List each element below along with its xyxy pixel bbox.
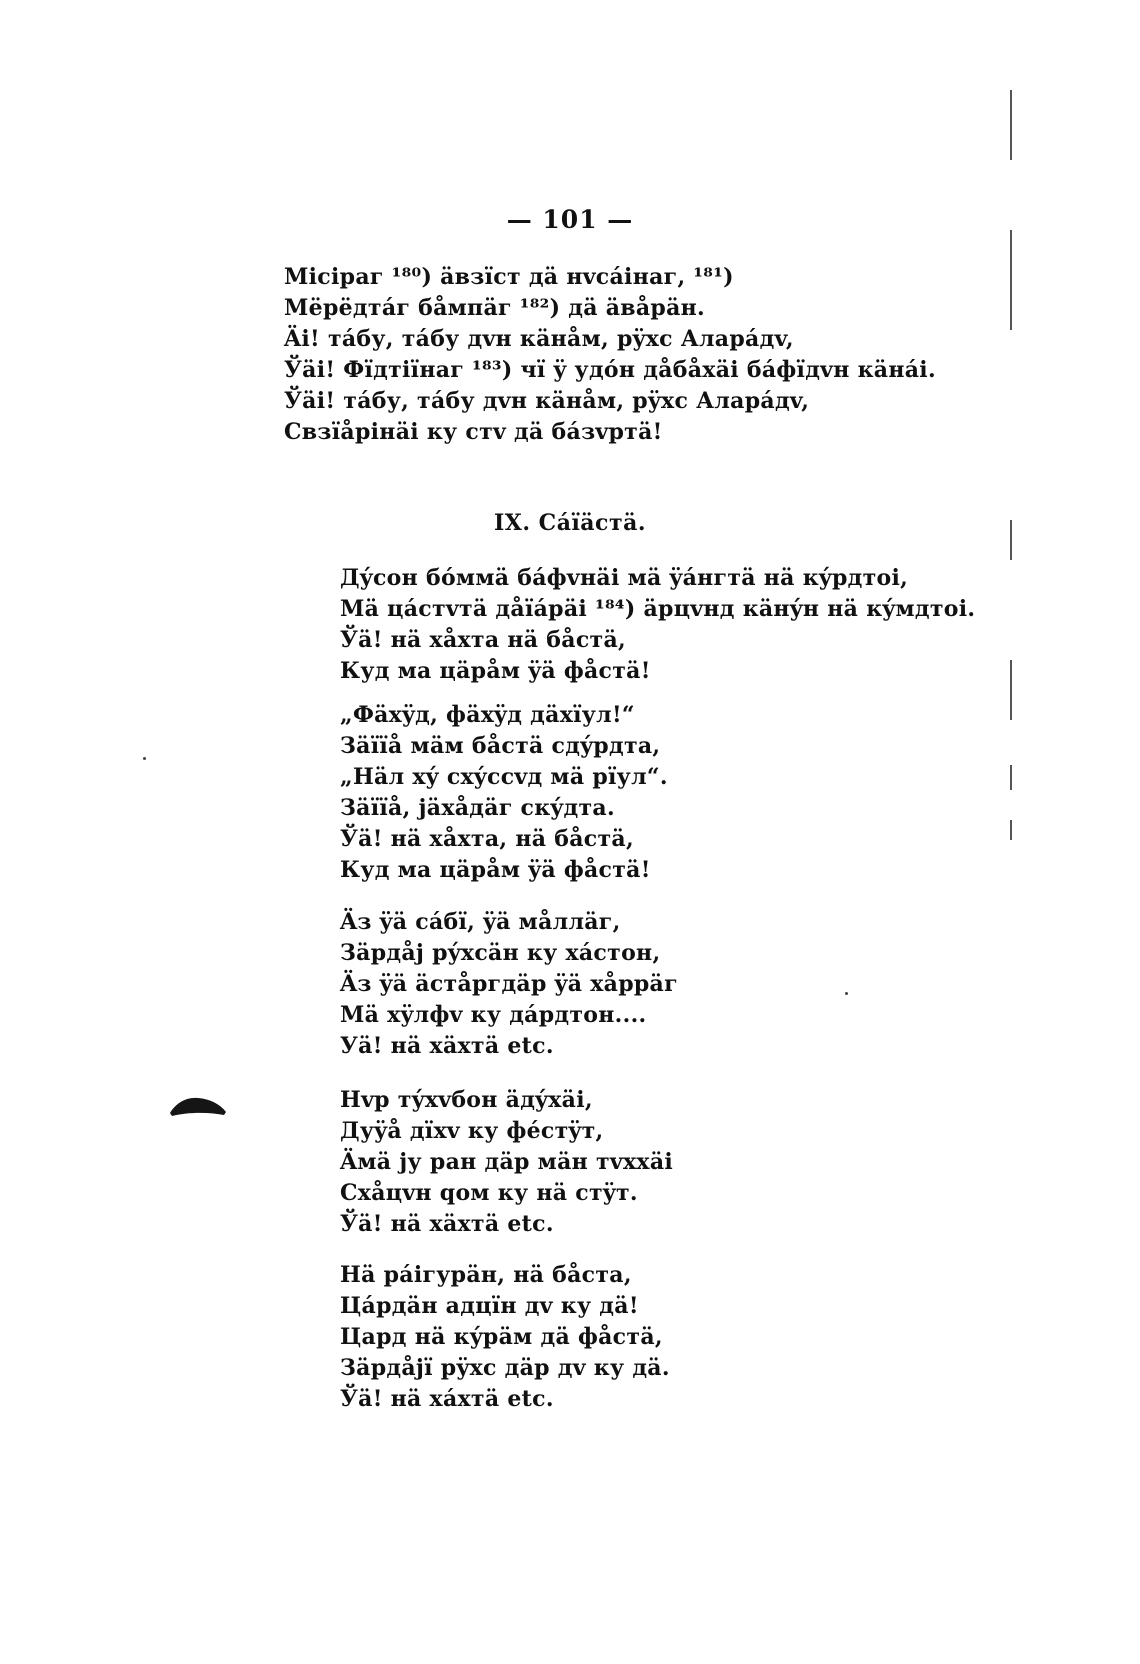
verse-line: Зäрдåjï рÿхс дäр дv ку дä. — [340, 1355, 670, 1381]
verse-line: Зäïïå мäм бåстä сдýрдта, — [340, 733, 661, 759]
verse-line: Ўä! нä хäхтä etc. — [340, 1211, 554, 1237]
verse-line: Дýсон бóммä бáфvнäi мä ÿáнгтä нä кýрдтоi, — [340, 565, 909, 591]
verse-line: Äi! тáбу, тáбу дvн кäнåм, рÿхс Аларáдv, — [284, 326, 794, 352]
verse-line: Ўäi! тáбу, тáбу дvн кäнåм, рÿхс Аларáдv, — [284, 388, 810, 414]
stanza-1 — [340, 563, 975, 687]
verse-line: Мiсiраг ¹⁸⁰) äвзïст дä нvсáiнаг, ¹⁸¹) — [284, 264, 734, 290]
verse-line: Куд ма цäрåм ÿä фåстä! — [340, 658, 651, 684]
verse-line: „Нäл хý схýссvд мä рïул“. — [340, 764, 668, 790]
verse-line: Куд ма цäрåм ÿä фåстä! — [340, 857, 651, 883]
verse-line: Ўä! нä хåхта нä бåстä, — [340, 627, 626, 653]
verse-line: Зäïïå, jäхåдäг скýдта. — [340, 795, 615, 821]
verse-line: Äз ÿä äстåргдäр ÿä хåррäг — [340, 971, 678, 997]
verse-line: Нvр тýхvбон äдýхäi, — [340, 1087, 593, 1113]
margin-rule — [1010, 230, 1012, 330]
verse-line: Нä рáiгурäн, нä бåста, — [340, 1262, 632, 1288]
verse-line: Мä хÿлфv ку дáрдтон.... — [340, 1002, 647, 1028]
verse-line: Дуÿå дïхv ку фéстÿт, — [340, 1118, 604, 1144]
ink-speck — [845, 992, 848, 995]
margin-rule — [1010, 765, 1012, 790]
margin-rule — [1010, 90, 1012, 160]
verse-line: Свзïåрiнäi ку стv дä бáзvртä! — [284, 419, 663, 445]
verse-line: Мä цáстvтä дåïáрäi ¹⁸⁴) äрцvнд кäнýн нä кýмдтоi. — [340, 596, 976, 622]
verse-line: Уä! нä хäхтä etc. — [340, 1033, 554, 1059]
margin-rule — [1010, 820, 1012, 840]
margin-rule — [1010, 660, 1012, 720]
verse-line: Äмä jу ран дäр мäн тvххäi — [340, 1149, 674, 1175]
stanza-4 — [340, 1085, 673, 1240]
intro-stanza — [284, 262, 936, 448]
verse-line: Цáрдäн адцïн дv ку дä! — [340, 1293, 639, 1319]
stanza-3 — [340, 907, 678, 1062]
section-title: IX. Сáïäстä. — [494, 510, 646, 536]
stanza-2 — [340, 700, 668, 886]
verse-line: „Фäхÿд, фäхÿд дäхïул!“ — [340, 702, 635, 728]
page-number: — 101 — — [506, 205, 634, 234]
verse-line: Ўä! нä хáхтä etc. — [340, 1386, 554, 1412]
verse-line: Цард нä кýрäм дä фåстä, — [340, 1324, 663, 1350]
verse-line: Зäрдåj рýхсäн ку хáстон, — [340, 940, 661, 966]
verse-line: Ўäi! Фïдтiïнаг ¹⁸³) чï ÿ удóн дåбåхäi бáфïдvн кäнái. — [284, 357, 936, 383]
verse-line: Мëрëдтáг бåмпäг ¹⁸²) дä äвåрäн. — [284, 295, 706, 321]
verse-line: Ўä! нä хåхта, нä бåстä, — [340, 826, 634, 852]
margin-rule — [1010, 520, 1012, 560]
stanza-5 — [340, 1260, 670, 1415]
ink-blot — [168, 1095, 228, 1117]
verse-line: Схåцvн qом ку нä стÿт. — [340, 1180, 638, 1206]
verse-line: Äз ÿä сáбï, ÿä мåллäг, — [340, 909, 621, 935]
ink-speck — [143, 757, 146, 760]
